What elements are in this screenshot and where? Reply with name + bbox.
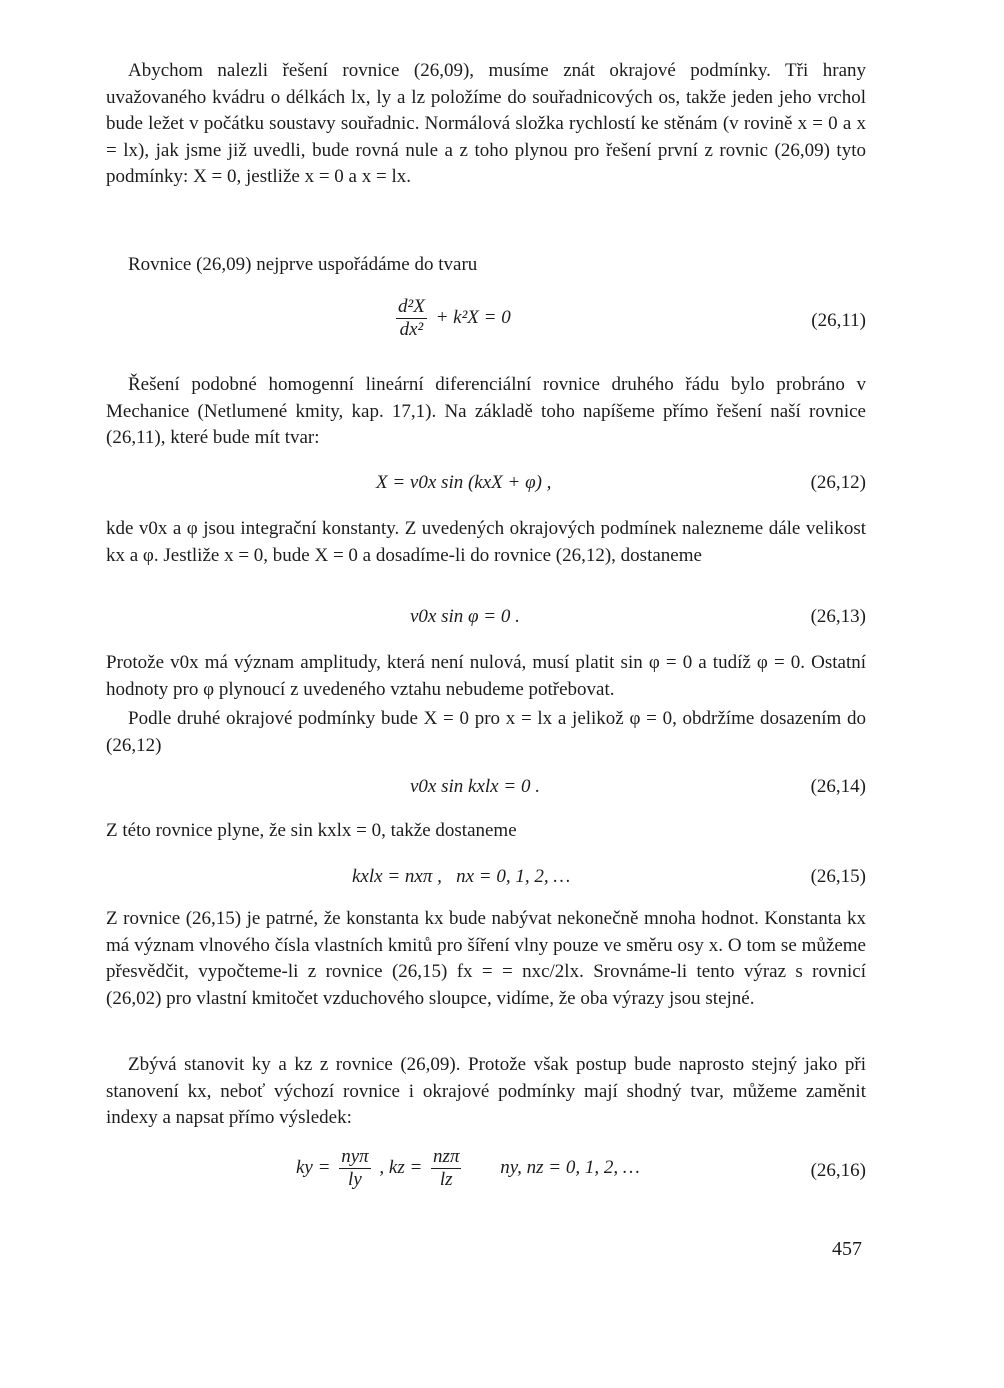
equation-expression: v0x sin kxlx = 0 .: [410, 776, 540, 797]
fraction-numerator: d²X: [398, 296, 425, 317]
index-range: ny, nz = 0, 1, 2, …: [500, 1156, 640, 1178]
equation-number: (26,12): [810, 472, 866, 493]
paragraph-2: Rovnice (26,09) nejprve uspořádáme do tvaru: [128, 254, 478, 275]
equation-number: (26,13): [810, 606, 866, 627]
paragraph-7: Z této rovnice plyne, že sin kxlx = 0, takže dostaneme: [106, 820, 517, 841]
equation-26-14: [106, 770, 866, 810]
paragraph-9: Zbývá stanovit ky a kz z rovnice (26,09). Protože však postup bude naprosto stejný jako při stanovení kx, neboť výchozí rovnice i okrajové podmínky mají shodný tvar, můžeme zaměnit indexy a napsat přímo výsledek:: [106, 1054, 866, 1128]
fraction-d2x-dx2: [396, 296, 427, 341]
fraction-numerator: nyπ: [341, 1146, 369, 1167]
equation-number: (26,14): [810, 776, 866, 797]
ky-label: ky =: [296, 1156, 331, 1178]
equation-26-11: [106, 296, 866, 352]
equation-expression: X = v0x sin (kxX + φ) ,: [376, 472, 552, 493]
fraction-denominator: dx²: [399, 319, 424, 340]
equation-rest: + k²X = 0: [435, 306, 511, 328]
equation-expression: v0x sin φ = 0 .: [410, 606, 520, 627]
fraction-ky: [339, 1146, 370, 1191]
equation-expression: kxlx = nxπ , nx = 0, 1, 2, …: [352, 866, 571, 887]
equation-26-13: [106, 600, 866, 640]
fraction-denominator: ly: [348, 1169, 362, 1190]
equation-number: (26,16): [810, 1160, 866, 1181]
equation-26-16: [106, 1146, 866, 1206]
paragraph-8: Z rovnice (26,15) je patrné, že konstanta kx bude nabývat nekonečně mnoha hodnot. Konstanta kx má význam vlnového čísla vlastních kmitů pro šíření vlny pouze ve směru osy x. O tom se můžeme přesvědčit, vypočteme-li z rovnice (26,15) fx = = nxc/2lx. Srovnáme-li tento výraz s rovnicí (26,02) pro vlastní kmitočet vzduchového sloupce, vidíme, že oba výrazy jsou stejné.: [106, 908, 866, 1009]
page-number: 457: [832, 1238, 862, 1260]
fraction-numerator: nzπ: [433, 1146, 460, 1167]
equation-26-12: [106, 466, 866, 506]
equation-26-15: [106, 860, 866, 900]
fraction-denominator: lz: [439, 1169, 453, 1190]
paragraph-5: Protože v0x má význam amplitudy, která není nulová, musí platit sin φ = 0 a tudíž φ = 0. Ostatní hodnoty pro φ plynoucí z uvedeného vztahu nebudeme potřebovat.: [106, 652, 866, 700]
paragraph-4: kde v0x a φ jsou integrační konstanty. Z uvedených okrajových podmínek nalezneme dále velikost kx a φ. Jestliže x = 0, bude X = 0 a dosadíme-li do rovnice (26,12), dostaneme: [106, 518, 866, 566]
paragraph-1: Abychom nalezli řešení rovnice (26,09), musíme znát okrajové podmínky. Tři hrany uvažovaného kvádru o délkách lx, ly a lz položíme do souřadnicových os, takže jeden jeho vrchol bude ležet v počátku soustavy souřadnic. Normálová složka rychlostí ke stěnám (v rovině x = 0 a x = lx), jak jsme již uvedli, bude rovná nule a z toho plynou pro řešení první z rovnic (26,09) tyto podmínky: X = 0, jestliže x = 0 a x = lx.: [106, 60, 866, 187]
kz-label: , kz =: [379, 1156, 423, 1178]
equation-number: (26,15): [810, 866, 866, 887]
paragraph-3: Řešení podobné homogenní lineární diferenciální rovnice druhého řádu bylo probráno v Mechanice (Netlumené kmity, kap. 17,1). Na základě toho napíšeme přímo řešení naší rovnice (26,11), které bude mít tvar:: [106, 374, 866, 448]
paragraph-6: Podle druhé okrajové podmínky bude X = 0 pro x = lx a jelikož φ = 0, obdržíme dosazením do (26,12): [106, 708, 866, 756]
equation-number: (26,11): [811, 310, 866, 331]
fraction-kz: [431, 1146, 461, 1191]
